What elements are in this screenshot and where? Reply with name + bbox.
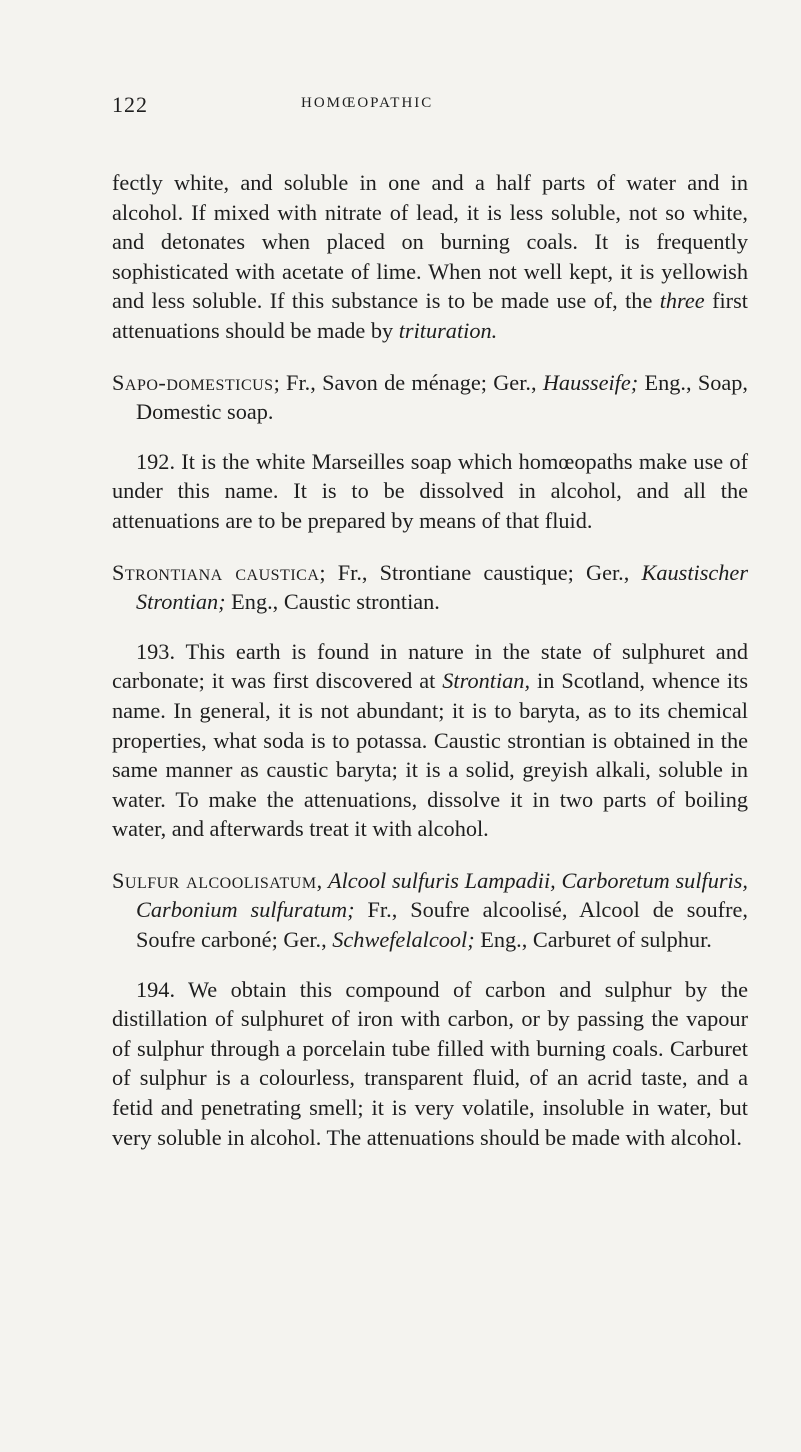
running-head: HOMŒOPATHIC	[301, 95, 434, 111]
page-number: 122	[112, 92, 148, 117]
paragraph-192: 192. It is the white Marseilles soap which homœopaths make use of under this name. It is to be dissolved in alcohol, and all the attenuations are to be prepared by means of that fluid.	[112, 448, 748, 533]
entry-heading-sapo-domesticus: Sapo-domesticus; Fr., Savon de ménage; Ger., Hausseife; Eng., Soap, Domestic soap.	[112, 369, 748, 425]
entry-heading-sulfur-alcoolisatum: Sulfur alcoolisatum, Alcool sulfuris Lampadii, Carboretum sulfuris, Carbonium sulfuratum; Fr., Soufre alcoolisé, Alcool de soufre, Soufre carboné; Ger., Schwefelalcool; Eng., Carburet of sulphur.	[112, 867, 748, 953]
page-body	[112, 168, 748, 1152]
page-header	[112, 92, 752, 122]
paragraph-continuation: fectly white, and soluble in one and a half parts of water and in alcohol. If mixed with nitrate of lead, it is less soluble, not so white, and detonates when placed on burning coals. It is frequently sophisticated with acetate of lime. When not well kept, it is yellowish and less soluble. If this substance is to be made use of, the three first attenuations should be made by trituration.	[112, 170, 748, 343]
paragraph-194: 194. We obtain this compound of carbon and sulphur by the distillation of sulphuret of iron with carbon, or by passing the vapour of sulphur through a porcelain tube filled with burning coals. Carburet of sulphur is a colourless, transparent fluid, of an acrid taste, and a fetid and penetrating smell; it is very volatile, insoluble in water, but very soluble in alcohol. The attenuations should be made with alcohol.	[112, 976, 748, 1150]
entry-heading-strontiana-caustica: Strontiana caustica; Fr., Strontiane caustique; Ger., Kaustischer Strontian; Eng., Caustic strontian.	[112, 559, 748, 615]
paragraph-193: 193. This earth is found in nature in the state of sulphuret and carbonate; it was first discovered at Strontian, in Scotland, whence its name. In general, it is not abundant; it is to baryta, as to its chemical properties, what soda is to potassa. Caustic strontian is obtained in the same manner as caustic baryta; it is a solid, greyish alkali, soluble in water. To make the attenuations, dissolve it in two parts of boiling water, and afterwards treat it with alcohol.	[112, 638, 748, 842]
